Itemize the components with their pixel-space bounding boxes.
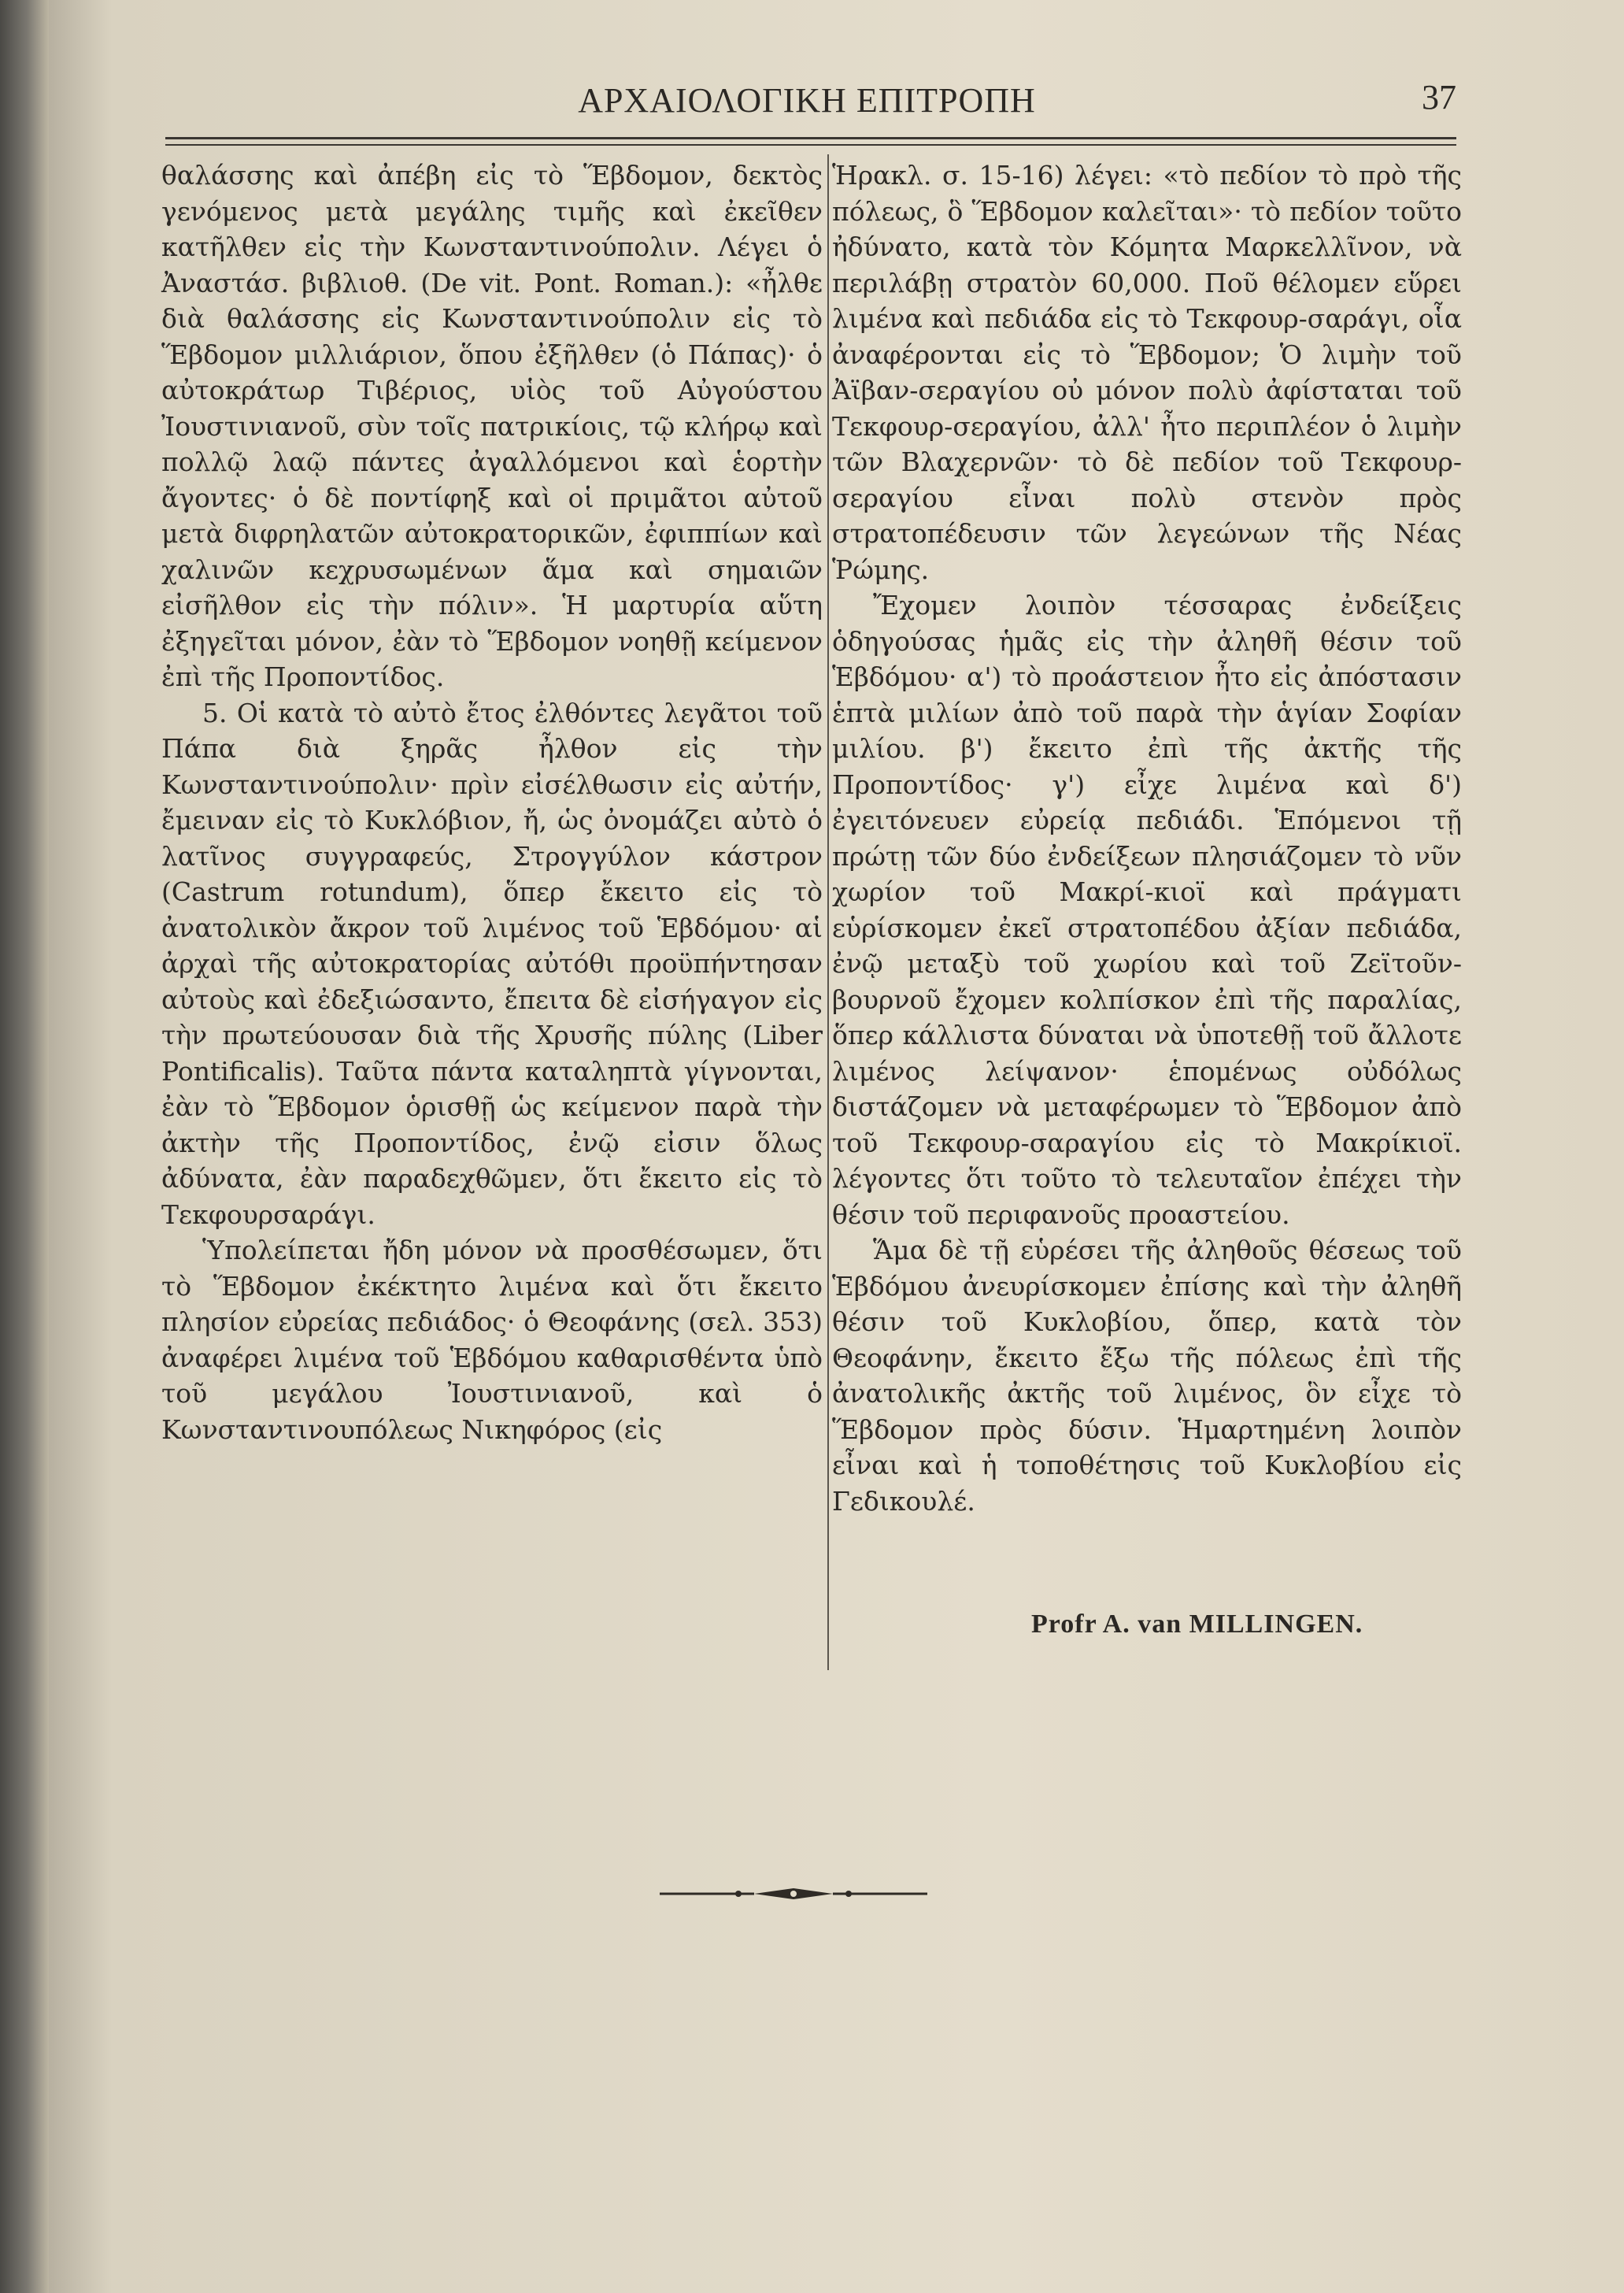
column-divider [827,154,829,1670]
paragraph: θαλάσσης καὶ ἀπέβη εἰς τὸ Ἕβδομον, δεκτὸς γενόμενος μετὰ μεγάλης τιμῆς καὶ ἐκεῖθεν κατῆλθεν εἰς τὴν Κωνσταντινούπολιν. Λέγει ὁ Ἀναστάσ. βιβλιοθ. (De vit. Pont. Roman.): «ἦλθε διὰ θαλάσσης εἰς Κωνσταντινούπολιν εἰς τὸ Ἕβδομον μιλλιάριον, ὅπου ἐξῆλθεν (ὁ Πάπας)· ὁ αὐτοκράτωρ Τιβέριος, υἱὸς τοῦ Αὐγούστου Ἰουστινιανοῦ, σὺν τοῖς πατρικίοις, τῷ κλήρῳ καὶ πολλῷ λαῷ πάντες ἀγαλλόμενοι καὶ ἑορτὴν ἄγοντες· ὁ δὲ ποντίφηξ καὶ οἱ πριμᾶτοι αὐτοῦ μετὰ διφρηλατῶν αὐτοκρατορικῶν, ἐφιππίων καὶ χαλινῶν κεχρυσωμένων ἅμα καὶ σημαιῶν εἰσῆλθον εἰς τὴν πόλιν». Ἡ μαρτυρία αὕτη ἐξηγεῖται μόνον, ἐὰν τὸ Ἕβδομον νοηθῇ κείμενον ἐπὶ τῆς Προποντίδος. [161,160,823,692]
header-rule [165,137,1456,139]
paragraph: 5. Οἱ κατὰ τὸ αὐτὸ ἔτος ἐλθόντες λεγᾶτοι τοῦ Πάπα διὰ ξηρᾶς ἦλθον εἰς τὴν Κωνσταντινούπολιν· πρὶν εἰσέλθωσιν εἰς αὐτήν, ἔμειναν εἰς τὸ Κυκλόβιον, ἤ, ὡς ὀνομάζει αὐτὸ ὁ λατῖνος συγγραφεύς, Στρογγύλον κάστρον (Castrum rotundum), ὅπερ ἔκειτο εἰς τὸ ἀνατολικὸν ἄκρον τοῦ λιμένος τοῦ Ἑβδόμου· αἱ ἀρχαὶ τῆς αὐτοκρατορίας αὐτόθι προϋπήντησαν αὐτοὺς καὶ ἐδεξιώσαντο, ἔπειτα δὲ εἰσήγαγον εἰς τὴν πρωτεύουσαν διὰ τῆς Χρυσῆς πύλης (Liber Pontificalis). Ταῦτα πάντα καταληπτὰ γίγνονται, ἐὰν τὸ Ἕβδομον ὁρισθῇ ὡς κείμενον παρὰ τὴν ἀκτὴν τῆς Προποντίδος, ἐνῷ εἰσιν ὅλως ἀδύνατα, ἐὰν παραδεχθῶμεν, ὅτι ἔκειτο εἰς τὸ Τεκφουρσαράγι. [161,697,823,1230]
author-signature: Profr A. van MILLINGEN. [1031,1610,1363,1639]
header-rule-thin [165,144,1456,146]
running-title: ΑΡΧΑΙΟΛΟΓΙΚΗ ΕΠΙΤΡΟΠΗ [578,81,1036,120]
page-header [157,77,1456,128]
end-ornament-icon [660,1884,927,1904]
paragraph: Ὑπολείπεται ἤδη μόνον νὰ προσθέσωμεν, ὅτι τὸ Ἕβδομον ἐκέκτητο λιμένα καὶ ὅτι ἔκειτο πλησίον εὐρείας πεδιάδος· ὁ Θεοφάνης (σελ. 353) ἀναφέρει λιμένα τοῦ Ἑβδόμου καθαρισθέντα ὑπὸ τοῦ μεγάλου Ἰουστινιανοῦ, καὶ ὁ Κωνσταντινουπόλεως Νικηφόρος (εἰς [161,1235,823,1445]
paragraph: Ἅμα δὲ τῇ εὑρέσει τῆς ἀληθοῦς θέσεως τοῦ Ἑβδόμου ἀνευρίσκομεν ἐπίσης καὶ τὴν ἀληθῆ θέσιν τοῦ Κυκλοβίου, ὅπερ, κατὰ τὸν Θεοφάνην, ἔκειτο ἔξω τῆς πόλεως ἐπὶ τῆς ἀνατολικῆς ἀκτῆς τοῦ λιμένος, ὃν εἶχε τὸ Ἕβδομον πρὸς δύσιν. Ἡμαρτημένη λοιπὸν εἶναι καὶ ἡ τοποθέτησις τοῦ Κυκλοβίου εἰς Γεδικουλέ. [832,1235,1462,1517]
page-number: 37 [1422,78,1456,117]
paragraph: Ἔχομεν λοιπὸν τέσσαρας ἐνδείξεις ὁδηγούσας ἡμᾶς εἰς τὴν ἀληθῆ θέσιν τοῦ Ἑβδόμου· α') τὸ προάστειον ἦτο εἰς ἀπόστασιν ἑπτὰ μιλίων ἀπὸ τοῦ παρὰ τὴν ἁγίαν Σοφίαν μιλίου. β') ἔκειτο ἐπὶ τῆς ἀκτῆς τῆς Προποντίδος· γ') εἶχε λιμένα καὶ δ') ἐγειτόνευεν εὐρείᾳ πεδιάδι. Ἑπόμενοι τῇ πρώτῃ τῶν δύο ἐνδείξεων πλησιάζομεν τὸ νῦν χωρίον τοῦ Μακρί-κιοϊ καὶ πράγματι εὑρίσκομεν ἐκεῖ στρατοπέδου ἀξίαν πεδιάδα, ἐνῷ μεταξὺ τοῦ χωρίου καὶ τοῦ Ζεϊτοῦν-βουρνοῦ ἔχομεν κολπίσκον ἐπὶ τῆς παραλίας, ὅπερ κάλλιστα δύναται νὰ ὑποτεθῇ τοῦ ἄλλοτε λιμένος λείψανον· ἑπομένως οὐδόλως διστάζομεν νὰ μεταφέρωμεν τὸ Ἕβδομον ἀπὸ τοῦ Τεκφουρ-σαραγίου εἰς τὸ Μακρίκιοϊ. λέγοντες ὅτι τοῦτο τὸ τελευταῖον ἐπέχει τὴν θέσιν τοῦ περιφανοῦς προαστείου. [832,590,1462,1230]
book-binding-shadow [0,0,49,2293]
right-column [832,157,1462,1519]
paragraph: Ἡρακλ. σ. 15-16) λέγει: «τὸ πεδίον τὸ πρὸ τῆς πόλεως, ὃ Ἕβδομον καλεῖται»· τὸ πεδίον τοῦτο ἠδύνατο, κατὰ τὸν Κόμητα Μαρκελλῖνον, νὰ περιλάβῃ στρατὸν 60,000. Ποῦ θέλομεν εὕρει λιμένα καὶ πεδιάδα εἰς τὸ Τεκφουρ-σαράγι, οἷα ἀναφέρονται εἰς τὸ Ἕβδομον; Ὁ λιμὴν τοῦ Ἀϊβαν-σεραγίου οὐ μόνον πολὺ ἀφίσταται τοῦ Τεκφουρ-σεραγίου, ἀλλ' ἦτο περιπλέον ὁ λιμὴν τῶν Βλαχερνῶν· τὸ δὲ πεδίον τοῦ Τεκφουρ-σεραγίου εἶναι πολὺ στενὸν πρὸς στρατοπέδευσιν τῶν λεγεώνων τῆς Νέας Ῥώμης. [832,160,1462,585]
left-column [161,157,823,1447]
